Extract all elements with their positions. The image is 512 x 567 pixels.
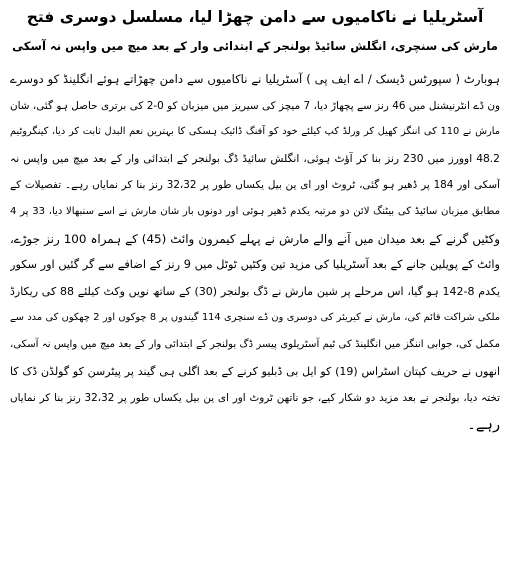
headline-sub: مارش کی سنچری، انگلش سائیڈ بولنجر کے ابتدائی وار کے بعد میچ میں واپس نہ آسکی <box>12 39 498 53</box>
body-line: وکٹیں گرنے کے بعد میدان میں آنے والے مارش نے پہلے کیمرون وائٹ (45) کے ہمراہ 100 رنز جوڑے، <box>10 231 500 246</box>
body-line-last: رہے۔ <box>467 415 500 433</box>
body-line: وائٹ کے پویلین جانے کے بعد آسٹریلیا کی مزید تین وکٹیں ٹوٹل میں 9 رنز کے اضافے سے گر گئیں اور سکور <box>10 258 500 272</box>
body-line: 48.2 اوورز میں 230 رنز بنا کر آؤٹ ہوئی، انگلش سائیڈ ڈگ بولنجر کے ابتدائی وار کے بعد میچ میں واپس نہ <box>10 151 500 165</box>
body-line: تختہ دیا، بولنجر نے بعد مزید دو شکار کیے، جو ناتھن ٹروٹ اور ای ین بیل یکساں طور پر 32،32 رنز بنا کر نمایاں <box>10 392 500 405</box>
body-line: مکمل کی، جوابی اننگز میں انگلینڈ کی ٹیم آسٹریلوی پیسر ڈگ بولنجر کے ابتدائی وار کے بعد میچ میں واپس نہ آسکی، <box>10 338 500 350</box>
body-line: مارش نے 110 کی اننگز کھیل کر ورلڈ کپ کیلئے خود کو آفنگ ڈائیک ہسکی کا بہترین نعم البدل ثابت کر دیا، کینگروٹیم <box>10 126 500 138</box>
body-line: مطابق میزبان سائیڈ کی بیٹنگ لائن دو مرتبہ یکدم ڈھیر ہوئی اور دونوں بار شان مارش نے اسے سنبھالا دیا، 33 پر 4 <box>10 205 500 217</box>
body-line: آسکی اور 184 پر ڈھیر ہو گئی، ٹروٹ اور ای ین بیل یکساں طور پر 32،32 رنز بنا کر نمایاں رہے۔ تفصیلات کے <box>10 179 500 192</box>
headline-main: آسٹریلیا نے ناکامیوں سے دامن چھڑا لیا، مسلسل دوسری فتح <box>26 8 484 26</box>
body-line: ہوبارٹ ( سپورٹس ڈیسک / اے ایف پی ) آسٹریلیا نے ناکامیوں سے دامن چھڑاتے ہوئے انگلینڈ کو دوسرے <box>10 72 500 86</box>
article-body <box>10 66 500 438</box>
body-line: انھوں نے حریف کپتان اسٹراس (19) کو ایل بی ڈبلیو کرنے کے بعد اگلی ہی گیند پر پیٹرسن کو گولڈن ڈک کا <box>10 364 500 378</box>
body-line: یکدم 8-142 ہو گیا، اس مرحلے پر شین مارش نے ڈگ بولنجر (30) کے ساتھ نویں وکٹ کیلئے 88 کی ریکارڈ <box>10 284 500 298</box>
body-line: ون ڈے انٹرنیشنل میں 46 رنز سے پچھاڑ دیا، 7 میچز کی سیریز میں میزبان کو 0-2 کی برتری حاصل ہو گئی، شان <box>10 99 500 112</box>
body-line: ملکی شراکت قائم کی، مارش نے کیریئر کی دوسری ون ڈے سنچری 114 گیندوں پر 8 چوکوں اور 2 چھکوں کی مدد سے <box>10 312 500 324</box>
